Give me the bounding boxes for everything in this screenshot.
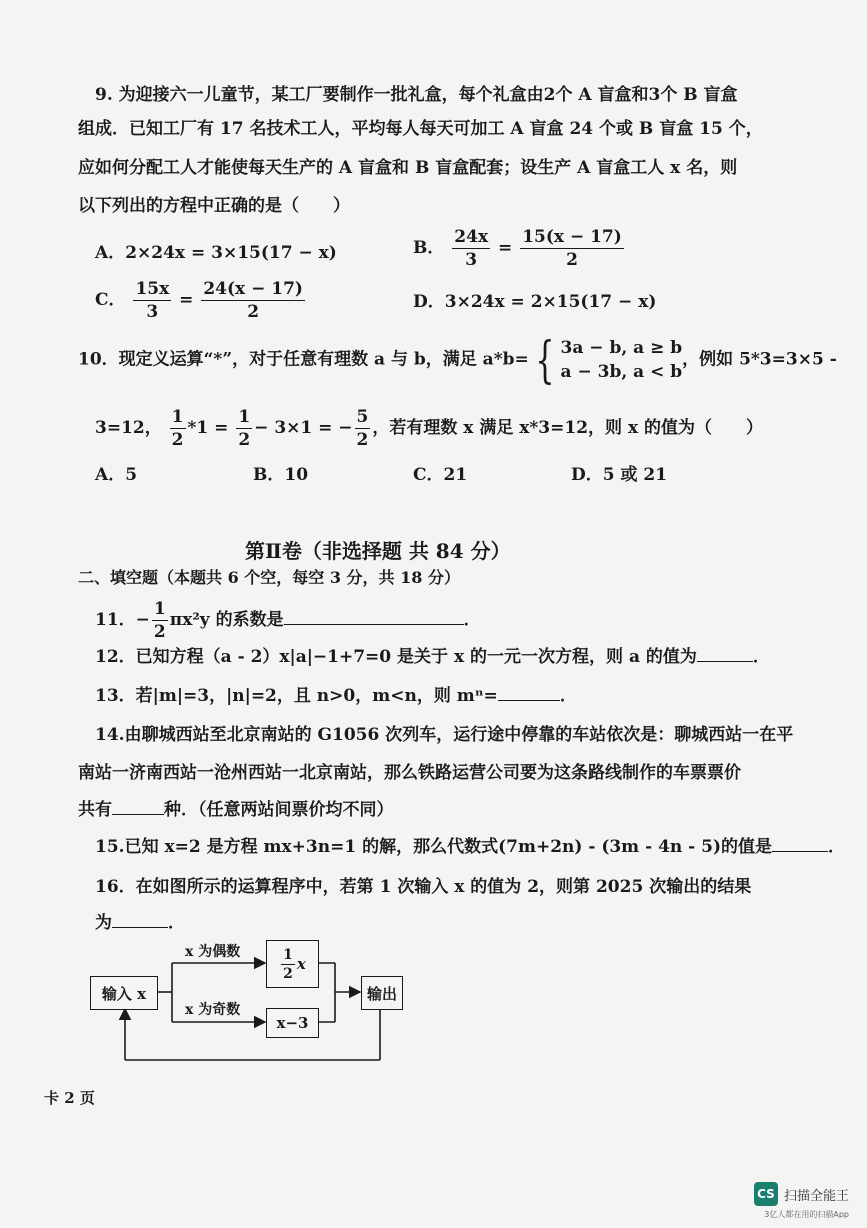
half-frac — [170, 406, 186, 451]
scanner-watermark — [754, 1182, 849, 1206]
q10-op-text2: − 3×1 = − — [254, 418, 353, 438]
q9-option-b — [413, 226, 626, 271]
q10-example-cont: 3=12， — [95, 418, 162, 438]
page-number: 卡 2 页 — [44, 1089, 95, 1107]
neg-five-half-frac — [355, 406, 371, 451]
flow-odd-label: x 为奇数 — [185, 1002, 241, 1018]
q13-answer-blank[interactable] — [498, 686, 560, 701]
scanner-brand: 扫描全能王 — [783, 1188, 849, 1204]
q11 — [95, 598, 481, 643]
q15 — [95, 835, 845, 859]
q11-label: 11．− — [95, 610, 150, 630]
q14-line3 — [78, 798, 394, 822]
q15-text: 15.已知 x=2 是方程 mx+3n=1 的解，那么代数式(7m+2n) - (3m - 4n - 5)的值是 — [95, 837, 773, 857]
frac-denominator: 2 — [356, 430, 369, 450]
cs-logo-icon: CS — [754, 1182, 778, 1206]
q10-option-c: C．21 — [413, 465, 468, 485]
q16-line1: 16．在如图所示的运算程序中，若第 1 次输入 x 的值为 2，则第 2025 次输出的结果 — [95, 877, 752, 897]
flow-output-box — [361, 976, 403, 1010]
q10-question-text: ，若有理数 x 满足 x*3=12，则 x 的值为（ ） — [372, 418, 764, 438]
frac-denominator: 3 — [465, 250, 478, 270]
q13 — [95, 684, 577, 708]
q14-line3-end: 种．（任意两站间票价均不同） — [164, 800, 394, 820]
q11-end: ． — [463, 610, 481, 630]
q9-option-b-frac1 — [452, 226, 490, 271]
q9-option-d: D．3×24x = 2×15(17 − x) — [413, 292, 657, 312]
q9-option-c-frac2 — [201, 278, 305, 323]
q10-case1: 3a − b, a ≥ b — [560, 338, 683, 358]
flow-input-box — [90, 976, 158, 1010]
scanner-tagline: 3亿人都在用的扫描App — [764, 1210, 849, 1219]
frac-denominator: 2 — [153, 622, 166, 642]
frac-numerator: 5 — [356, 407, 369, 427]
flow-half-frac — [281, 946, 295, 983]
q12-text: 12．已知方程（a - 2）x|a|−1+7=0 是关于 x 的一元一次方程，则 a 的值为 — [95, 647, 697, 667]
frac-numerator: 24x — [454, 227, 489, 247]
q10-example-text: ，例如 5*3=3×5 - — [682, 349, 837, 370]
q11-expr: πx²y 的系数是 — [169, 610, 284, 630]
flow-half-var: x — [296, 955, 306, 973]
q9-option-b-label: B． — [413, 238, 445, 258]
q14-line2: 南站一济南西站一沧州西站一北京南站，那么铁路运营公司要为这条路线制作的车票票价 — [78, 763, 741, 783]
frac-numerator: 24(x − 17) — [203, 279, 303, 299]
frac-denominator: 2 — [283, 965, 293, 982]
q16-line2 — [95, 911, 185, 935]
q10-case2: a − 3b, a < b — [560, 362, 683, 382]
section-2-subtitle: 二、填空题（本题共 6 个空，每空 3 分，共 18 分） — [78, 568, 460, 587]
q9-option-c-frac1 — [133, 278, 171, 323]
q10-line1 — [78, 331, 837, 389]
flow-minus3-box — [266, 1008, 319, 1038]
frac-numerator: 1 — [238, 407, 251, 427]
frac-denominator: 2 — [171, 430, 184, 450]
q16-line2-end: ． — [168, 913, 185, 933]
q9-option-b-frac2 — [520, 226, 624, 271]
equals-sign: = — [498, 238, 513, 258]
q12-end: ． — [752, 647, 770, 667]
q13-end: ． — [559, 686, 577, 706]
flow-minus3-label: x−3 — [276, 1014, 309, 1032]
q12-answer-blank[interactable] — [697, 647, 753, 662]
q11-frac — [152, 598, 168, 643]
q9-option-a: A．2×24x = 3×15(17 − x) — [95, 243, 337, 263]
q14-line1: 14.由聊城西站至北京南站的 G1056 次列车，运行途中停靠的车站依次是：聊城西站一在平 — [95, 725, 794, 745]
q15-end: ． — [828, 837, 846, 857]
half-frac-2 — [236, 406, 252, 451]
q9-option-c — [95, 278, 307, 323]
q14-answer-blank[interactable] — [112, 800, 164, 815]
frac-numerator: 1 — [171, 407, 184, 427]
q11-answer-blank[interactable] — [284, 610, 464, 625]
flow-half-box — [266, 940, 319, 988]
frac-denominator: 2 — [566, 250, 578, 270]
frac-numerator: 1 — [153, 599, 166, 619]
flow-even-label: x 为偶数 — [185, 944, 241, 960]
q13-text: 13．若|m|=3，|n|=2，且 n>0，m<n，则 mⁿ= — [95, 686, 498, 706]
q10-option-d: D．5 或 21 — [571, 465, 668, 485]
q9-line3: 应如何分配工人才能使每天生产的 A 盲盒和 B 盲盒配套；设生产 A 盲盒工人 x 名，则 — [78, 158, 738, 178]
equals-sign: = — [179, 290, 194, 310]
q10-definition-text: 10．现定义运算“*”，对于任意有理数 a 与 b，满足 a*b= — [78, 349, 529, 370]
q9-option-c-label: C． — [95, 290, 126, 310]
frac-denominator: 2 — [247, 302, 260, 322]
section-2-title: 第Ⅱ卷（非选择题 共 84 分） — [245, 539, 511, 563]
q10-line2 — [95, 406, 763, 451]
frac-numerator: 1 — [283, 946, 293, 963]
q10-option-b: B．10 — [253, 465, 309, 485]
q10-cases — [561, 336, 683, 384]
frac-denominator: 3 — [146, 302, 159, 322]
q9-line1: 9. 为迎接六一儿童节，某工厂要制作一批礼盒，每个礼盒由2个 A 盲盒和3个 B 盲盒 — [95, 85, 738, 105]
q16-answer-blank[interactable] — [112, 913, 168, 928]
flow-output-label: 输出 — [366, 984, 397, 1003]
q15-answer-blank[interactable] — [772, 837, 828, 852]
q12 — [95, 645, 770, 669]
frac-denominator: 2 — [238, 430, 251, 450]
q10-option-a: A．5 — [95, 465, 138, 485]
flow-input-label: 输入 x — [101, 984, 147, 1003]
q16-line2-start: 为 — [95, 913, 112, 933]
q9-line2: 组成．已知工厂有 17 名技术工人，平均每人每天可加工 A 盲盒 24 个或 B 盲盒 15 个， — [78, 119, 763, 139]
brace-glyph: { — [535, 331, 555, 389]
q14-line3-start: 共有 — [78, 800, 112, 820]
q10-op-text: *1 = — [187, 418, 229, 438]
q9-line4: 以下列出的方程中正确的是（ ） — [78, 196, 350, 216]
frac-numerator: 15(x − 17) — [522, 227, 622, 247]
frac-numerator: 15x — [135, 279, 170, 299]
